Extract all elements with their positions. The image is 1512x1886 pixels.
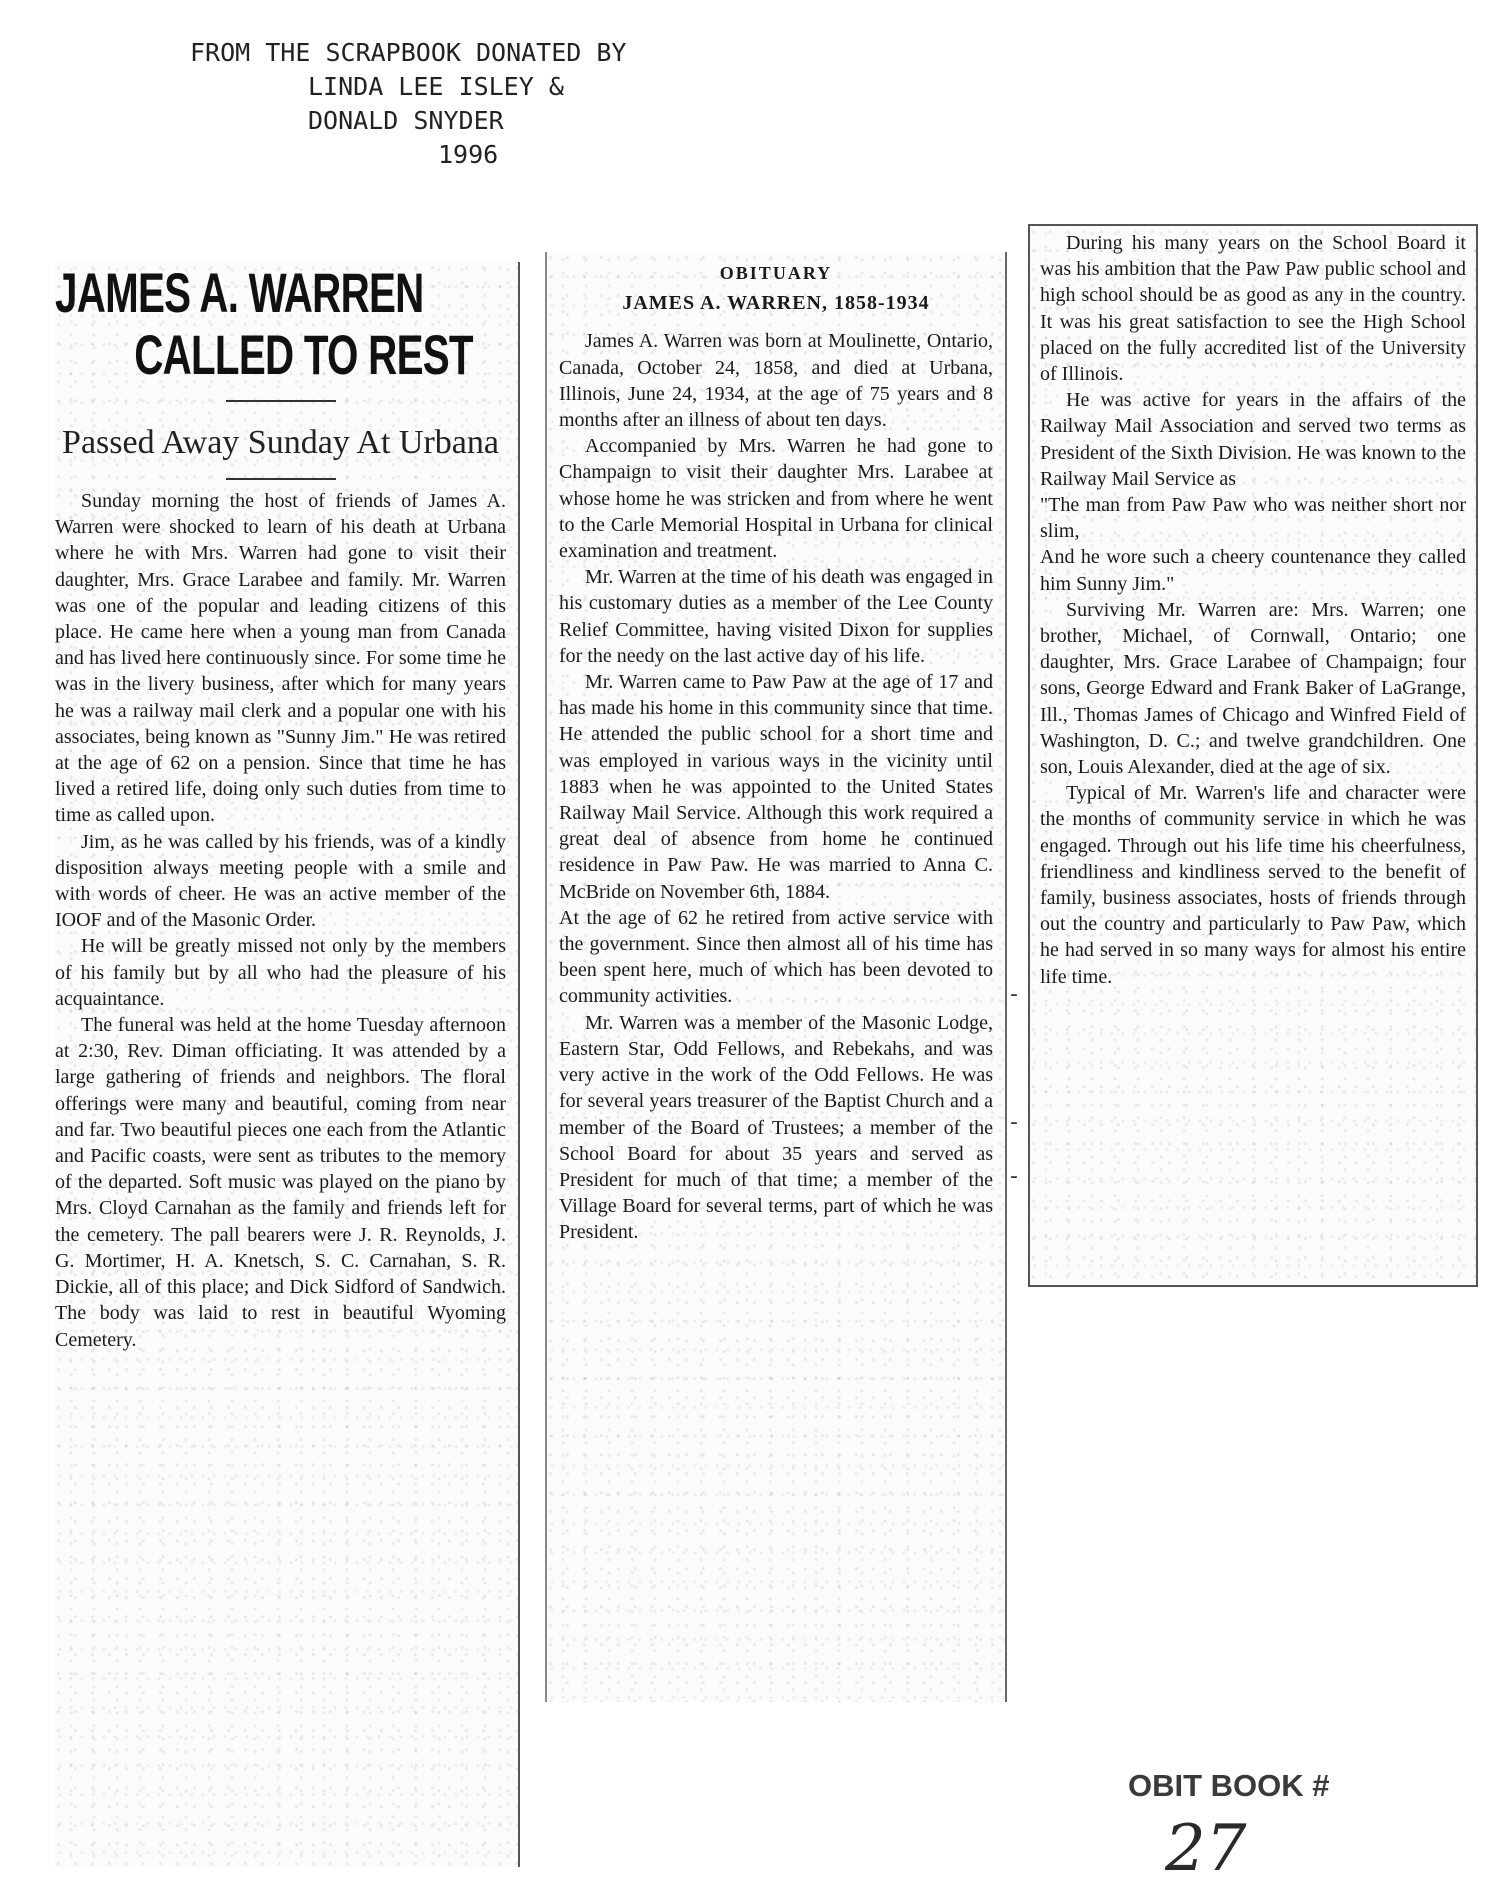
clipping-right-column [1028,224,1478,1287]
note-line-3: DONALD SNYDER [308,106,504,135]
poem-line: And he wore such a cheery countenance they called him Sunny Jim." [1040,546,1466,595]
obituary-heading: OBITUARY [719,263,833,283]
obit-book-number: 27 [1165,1812,1247,1886]
paragraph: Accompanied by Mrs. Warren he had gone to Champaign to visit their daughter Mrs. Larabee at whose home he was stricken and from where he went to the Carle Memorial Hospital in Urbana for clinical examination and treatment. [559,435,993,563]
paragraph: James A. Warren was born at Moulinette, Ontario, Canada, October 24, 1858, and died at Urbana, Illinois, June 24, 1934, at the age of 75 years and 8 months after an illness of about ten days. [559,330,993,432]
paragraph: Sunday morning the host of friends of James A. Warren were shocked to learn of his death at Urbana where he with Mrs. Warren had gone to visit their daughter, Mrs. Grace Larabee and family. Mr. Warren was one of the popular and leading citizens of this place. He came here when a young man from Canada and has lived here continuously since. For some time he was in the livery business, after which for many years he was a railway mail clerk and a popular one with his associates, being known as "Sunny Jim." He was retired at the age of 62 on a pension. Since that time he has lived a retired life, doing only such duties from time to time as called upon. [55,490,506,827]
note-line-1: FROM THE SCRAPBOOK DONATED BY [190,38,627,67]
note-line-4: 1996 [438,140,499,169]
margin-mark: - [1010,982,1018,1007]
obit-book-stamp: OBIT BOOK # [1128,1768,1330,1803]
paragraph: Mr. Warren came to Paw Paw at the age of 17 and has made his home in this community since that time. He attended the public school for a short time and was employed in various ways in the vicinity until 1883 when he was appointed to the United States Railway Mail Service. Although this work required a great deal of absence from home he continued residence in Paw Paw. He was married to Anna C. McBride on November 6th, 1884. [559,671,993,903]
paragraph: He was active for years in the affairs of the Railway Mail Association and served two terms as President of the Sixth Division. He was known to the Railway Mail Service as [1040,389,1466,490]
margin-mark: - [1010,1110,1018,1135]
paragraph: Mr. Warren at the time of his death was engaged in his customary duties as a member of the Lee County Relief Committee, having visited Dixon for supplies for the needy on the last active day of his life. [559,566,993,667]
paragraph: During his many years on the School Board it was his ambition that the Paw Paw public school and high school should be as good as any in the country. It was his great satisfaction to see the High School placed on the fully accredited list of the University of Illinois. [1040,232,1466,386]
paragraph: The funeral was held at the home Tuesday afternoon at 2:30, Rev. Diman officiating. It was attended by a large gathering of friends and neighbors. The floral offerings were many and beautiful, coming from near and far. Two beautiful pieces one each from the Atlantic and Pacific coasts, were sent as tributes to the memory of the departed. Soft music was played on the piano by Mrs. Cloyd Carnahan as the family and friends left for the cemetery. The pall bearers were J. R. Reynolds, J. G. Mortimer, H. A. Knetsch, S. C. Carnahan, S. R. Dickie, all of this place; and Dick Sidford of Sandwich. The body was laid to rest in beautiful Wyoming Cemetery. [55,1014,506,1351]
obituary-name-heading: JAMES A. WARREN, 1858-1934 [622,292,930,315]
poem-line: "The man from Paw Paw who was neither short nor slim, [1040,494,1466,543]
margin-mark: - [1010,1164,1018,1189]
headline-line-2: CALLED TO REST [134,323,473,386]
clipping-middle-column [545,252,1007,1702]
subhead: Passed Away Sunday At Urbana [62,424,499,461]
clipping-left-column [55,262,520,1867]
headline-rule [226,400,336,402]
paragraph: At the age of 62 he retired from active service with the government. Since then almost all of his time has been spent here, much of which has been devoted to community activities. [559,906,993,1008]
paragraph: He will be greatly missed not only by the members of his family but by all who had the pleasure of his acquaintance. [55,935,506,1010]
headline [55,262,501,386]
paragraph: Jim, as he was called by his friends, was of a kindly disposition always meeting people with a smile and with words of cheer. He was an active member of the IOOF and of the Masonic Order. [55,830,506,932]
subhead-rule [226,478,336,480]
headline-line-1: JAMES A. WARREN [55,261,424,324]
scrapbook-note [190,36,790,172]
note-line-2: LINDA LEE ISLEY & [308,72,564,101]
paragraph: Mr. Warren was a member of the Masonic Lodge, Eastern Star, Odd Fellows, and Rebekahs, and was very active in the work of the Odd Fellows. He was for several years treasurer of the Baptist Church and a member of the Board of Trustees; a member of the School Board for about 35 years and served as President for much of that time; a member of the Village Board for several terms, part of which he was President. [559,1011,993,1244]
paragraph: Typical of Mr. Warren's life and character were the months of community service in which he was engaged. Through out his life time his cheerfulness, friendliness and kindliness served to the benefit of family, business associates, hosts of friends through out the country and particularly to Paw Paw, which he had served in so many ways for almost his entire life time. [1040,782,1466,988]
paragraph: Surviving Mr. Warren are: Mrs. Warren; one brother, Michael, of Cornwall, Ontario; one daughter, Mrs. Grace Larabee of Champaign; four sons, George Edward and Frank Baker of LaGrange, Ill., Thomas James of Chicago and Winfred Field of Washington, D. C.; and twelve grandchildren. One son, Louis Alexander, died at the age of six. [1040,598,1466,779]
